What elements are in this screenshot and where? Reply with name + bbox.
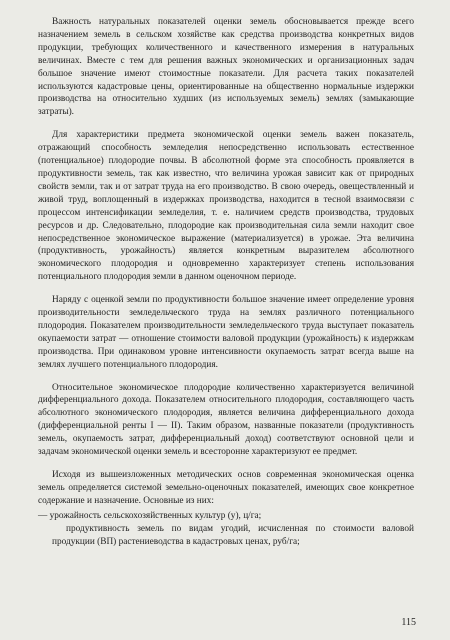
- list-item-yield: — урожайность сельскохозяйственных культур (у), ц/га;: [38, 510, 262, 521]
- paragraph-3: Наряду с оценкой земли по продуктивности большое значение имеет определение уровня производительности земледельческого труда на землях различного потенциального плодородия. Показателем производительности земледельческого труда выступает показатель окупаемости затрат — отношение стоимости валовой продукции (урожайность) к издержкам производства. При одинаковом уровне интенсивности окупаемость затрат всегда выше на землях лучшего потенциального плодородия.: [38, 295, 414, 370]
- page-body: [38, 16, 414, 548]
- page-number: 115: [401, 617, 416, 628]
- paragraph-2: Для характеристики предмета экономической оценки земель важен показатель, отражающий способность земледелия непосредственно использовать естественное (потенциальное) плодородие почвы. В абсолютной форме эта способность проявляется в продуктивности земель, так как известно, что величина урожая зависит как от природных свойств земли, так и от затрат труда на его производство. В свою очередь, овеществленный и живой труд, воплощенный в издержках производства, находится в тесной взаимосвязи с процессом интенсификации земледелия, т. е. наличием средств производства, трудовых ресурсов и др. Следовательно, плодородие как производительная сила земли находит свое непосредственное экономическое выражение (материализуется) в урожае. Эта величина (продуктивность, урожайность) является конкретным выразителем абсолютного экономического плодородия и одновременно характеризует степень использования потенциального плодородия земли в данном оценочном периоде.: [38, 130, 414, 283]
- paragraph-1: Важность натуральных показателей оценки земель обосновывается прежде всего назначением земель в сельском хозяйстве как средства производства конкретных видов продукции, требующих количественного и качественного измерения в натуральных величинах. Вместе с тем для решения важных экономических и организационных задач большое значение имеют стоимостные показатели. Для расчета таких показателей используются кадастровые цены, ориентированные на общественно нормальные издержки производства на относительно худших (из используемых земель) землях (замыкающие затраты).: [38, 17, 414, 118]
- paragraph-5: Исходя из вышеизложенных методических основ современная экономическая оценка земель определяется системой земельно-оценочных показателей, имеющих свое конкретное содержание и назначение. Основные из них:: [38, 470, 414, 506]
- paragraph-4: Относительное экономическое плодородие количественно характеризуется величиной дифференциального дохода. Показателем относительного плодородия, составляющего часть абсолютного экономического плодородия, является величина дифференциального дохода (дифференциальной ренты I — II). Таким образом, названные показатели (продуктивность земель, окупаемость затрат, дифференциальный доход) соответствуют основной цели и задачам экономической оценки земель и всесторонне характеризуют ее предмет.: [38, 382, 414, 458]
- list-item-productivity: продуктивность земель по видам угодий, исчисленная по стоимости валовой продукции (ВП) растениеводства в кадастровых ценах, руб/га;: [52, 523, 414, 547]
